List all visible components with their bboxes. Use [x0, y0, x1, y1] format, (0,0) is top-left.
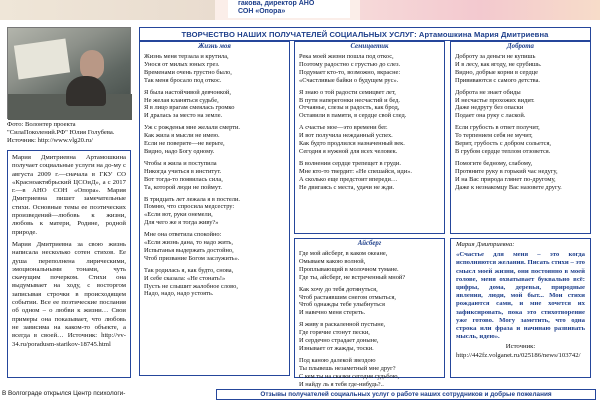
poem-stanza: В волнении сердце трепещет в груди. Мне кто-то твердит: «Не спешайся, иди». А сколько еще предстоит впереди… Не двигаясь с места, удачи не жди.	[299, 159, 413, 191]
photo-source-link[interactable]: Источник: http://www.vlg20.ru/	[7, 137, 93, 144]
quote-text: «Счастье для меня – это когда исполняются желания. Писать стихи – это смысл моей жизни, они постоянно в моей голове, меня охватывает буквально всё: цифры, дома, деревья, природные явления, люди, мой быт... Мои стихи рождаются сами, и мне хочется их зафиксировать, пока это стихотворение уже готово. Могу заметить, что одна строка или фраза и начинаю развивать мысль, идею».	[456, 251, 585, 341]
poem-dobrota	[450, 41, 591, 234]
poem-stanza: Под каною далекой звездою Ты плывешь незаметный мне друг? С кем ты на сказки сегодня судьбою, И найду ль я тебя где-нибудь?..	[299, 356, 400, 388]
footer-section-heading	[216, 389, 596, 400]
author-photo	[7, 27, 131, 119]
banner-flowers-image	[360, 0, 600, 20]
footer-section-heading-text: Отзывы получателей социальных услуг о работе наших сотрудников и добрые пожелания	[260, 391, 552, 398]
poem-stanza: Я живу в раскаленной пустыне, Где горячие стонут пески, И сердечно страдает доныне, Изнывает от жажды, тоски.	[299, 321, 386, 352]
photo-body	[66, 76, 106, 106]
poem-stanza: В тридцать лет лежала я в постели. Помню, что спросила медсестру: «Если вот, руки онемели, Для чего же я тогда живу?»	[144, 195, 240, 227]
poem-title: Доброта	[507, 43, 534, 50]
footer-article-teaser[interactable]: В Волгограде открылся Центр психологи-	[2, 390, 126, 397]
bio-panel	[7, 150, 131, 378]
photo-caption	[7, 121, 131, 145]
poem-stanza: Где мой айсберг, в каком океане, Омываем какою волной, Проплывающий в молочном тумане. Где ты, айсберг, не встреченный мной?	[299, 250, 406, 281]
quote-source-link[interactable]: http://442fz.volganet.ru/025186/news/103742/	[456, 351, 581, 359]
quote-author: Мария Дмитриевна:	[456, 241, 515, 248]
bio-paragraph: Мария Дмитриевна Артамошкина получает социальные услуги на до-му с августа 2009 г.—сначала в ГКУ СО «Красноактябрьский ЦСОиД», а с 2017 г.—в АНО СОН «Опора». Мария Дмитриевна пишет замечательные стихи. Основные темы ее поэтических произведений—любовь к жизни, любовь к матери, Родине, родной природе.	[12, 154, 126, 236]
poem-stanza: Так родилась я, как будто, снова, И себе сказала: «Не стонать!» Пусть не слышит жалобное слово, Надо, надо, надо устоять.	[144, 266, 238, 298]
poem-stanza: Мне она ответила спокойно: «Если жизнь дана, то надо жить, Испытанья выдержать достойно, Чтоб призвание Богом заслужить».	[144, 231, 240, 262]
poem-semitsvetik	[294, 41, 445, 234]
poem-stanza: Жизнь меня терзала и крутила, Унося от милых юных грез. Временами очень грустно было, Так меня бросало под откос.	[144, 53, 232, 84]
poem-stanza: Я знаю о той радости семицвет лет, В пути наперегонки несчастий и бед. Отчаянье, слезы и радость, как брод, Оставили в памяти, в сердце свой след.	[299, 88, 407, 120]
quote-source-label: Источник:	[505, 343, 536, 351]
poem-stanza: Река моей жизни пошла под откос, Поэтому радостно с грустью до слез. Подумает кто-то, возможно, вкрасне: «Счастливые байки о будущем рус».	[299, 53, 401, 84]
poem-stanza: А счастье мое—это времени бег. И вот получила нежданный успех. Как будто продлился назначенный век. Сегодня я нужной для всех человек.	[299, 124, 405, 155]
poem-stanza: Как хочу до тебя дотянуться, Чтоб растаявшим снегом отмыться, Чтоб однажды тебе улыбнуться И навечно меня стереть.	[299, 285, 397, 317]
poem-title: Семицветик	[350, 43, 389, 50]
author-quote-panel	[450, 238, 591, 378]
poem-stanza: Доброту за деньги не купишь И в лесу, как ягоду, не срубишь. Видно, добрые корни в сердце Прививаются с самого детства.	[455, 53, 542, 84]
photo-caption-line: Фото: Волонтер проекта	[7, 121, 76, 128]
poem-stanza: Чтобы я жила и поступила Никогда учиться в институт. Вот тогда-то появилась сила, Та, которой люди не поймут.	[144, 159, 223, 191]
banner-left-image	[0, 0, 215, 20]
poem-stanza: Если грубость в ответ получит, То терпением себя не мучит, Верит, грубость с добром сольется, В грубом сердце теплом отзовется.	[455, 124, 551, 155]
banner-caption: гакова, директор АНО СОН «Опора»	[238, 0, 315, 15]
section-heading	[139, 27, 591, 41]
poem-title: Айсберг	[357, 240, 382, 247]
photo-caption-line: "СилаПоколений.РФ" Юлия Голубева.	[7, 129, 115, 136]
poem-zhizn-moya	[139, 41, 290, 376]
poem-stanza: Помогите бедному, слабому, Протяните руку в горький час недугу, И на Вас природа глянет по-другому, Даже к незнакомцу Вас назовете другу.	[455, 159, 562, 191]
section-heading-text: ТВОРЧЕСТВО НАШИХ ПОЛУЧАТЕЛЕЙ СОЦИАЛЬНЫХ УСЛУГ: Артамошкина Мария Дмитриевна	[181, 30, 549, 39]
poem-stanza: Доброта не знает обиды И несчастье прохожих видит. Даже недругу без опаски Подает она руку с лаской.	[455, 88, 535, 120]
photo-paper	[14, 39, 70, 80]
poem-stanza: Уж с рожденья мне желали смерти. Как жила я мысли не имею. Если не поверите—не верьте, Видно, надо Богу одному.	[144, 124, 241, 155]
poem-aysberg	[294, 238, 445, 388]
poem-stanza: Я была настойчивой девчонкой, Не желая кланяться судьбе, Я в лицо врагам смеялась громко И дралась за место на земле.	[144, 88, 235, 120]
poem-title: Жизнь моя	[198, 43, 231, 50]
bio-paragraph: Мария Дмитриевна за свою жизнь написала несколько сотен стихов. Ее душа переполнена лирическими, эмоциональными тонами, чуть скачущим почерком. Стихи она выдумывает на ходу, с восторгом записывая строчки в происходящем событии. Все ее поэтические послания об одном – о любви к жизни… Свои примеры она показывает, что любовь не зависима на каком-то объекте, а всегда в своей… Источник: http://vv-34.ru/poradusm-starikov-18745.html	[12, 240, 126, 348]
